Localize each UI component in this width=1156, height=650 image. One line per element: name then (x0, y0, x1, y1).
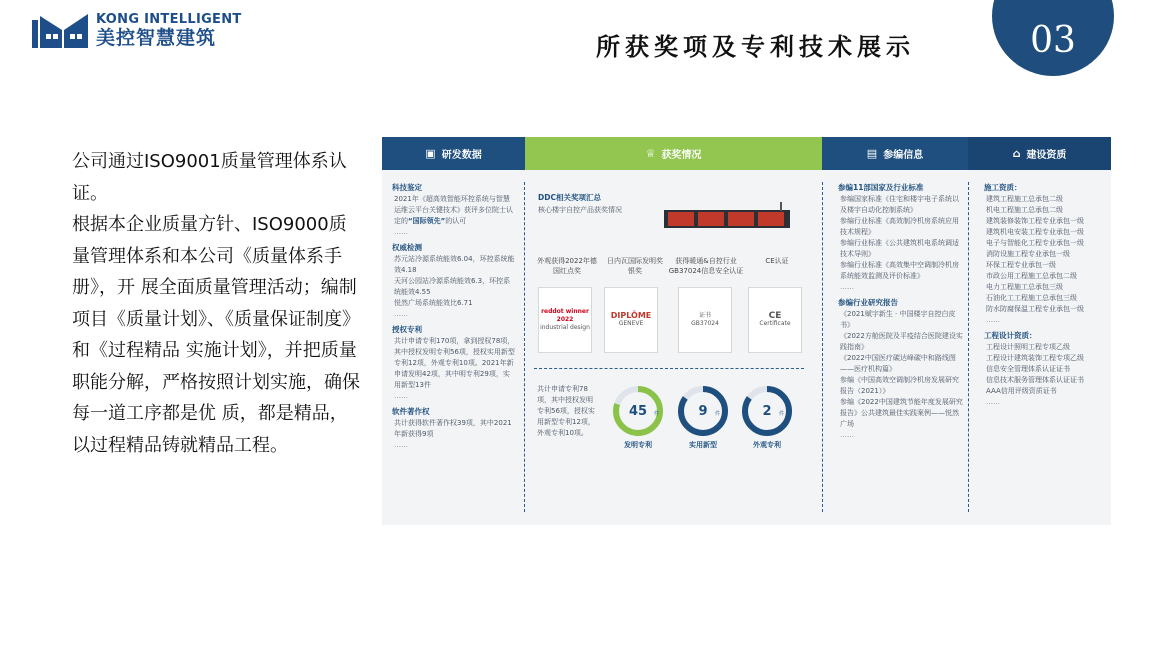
cert-text: GB37024 (691, 320, 719, 327)
reddot-certificate-image (538, 287, 592, 353)
section-heading: 施工资质： (984, 183, 1022, 192)
section-text: 信息技术服务管理体系认证证书 (986, 376, 1084, 384)
donut-unit: 件 (715, 411, 721, 417)
awards-subheading: 核心楼宇自控产品获奖情况 (538, 206, 622, 214)
section-text: 共计获得软件著作权39项，其中2021年新获得9项 (394, 419, 512, 438)
section-text: 市政公用工程施工总承包二级 (986, 272, 1077, 280)
document-icon: ▤ (866, 147, 878, 160)
section-heading: 授权专利 (392, 325, 422, 334)
section-text: 共计申请专利170项，拿到授权78项，其中授权发明专利56项，授权实用新型专利12项，外观专利10项。2021年新申请发明42项，其中明专利29项，实用新型13件 (394, 337, 515, 389)
section-heading: 工程设计资质： (984, 331, 1037, 340)
section-heading: 参编行业研究报告 (838, 298, 898, 307)
section-heading: 权威检测 (392, 243, 422, 252)
tab-label: 参编信息 (883, 150, 924, 161)
logo-english-name: KONG INTELLIGENT (96, 11, 242, 27)
section-text: 建筑装修装饰工程专业承包一级 (986, 217, 1084, 225)
section-text: 《2022中国医疗碳达峰碳中和路线图——医疗机构篇》 (840, 354, 956, 373)
cert-text: 证书 (698, 312, 711, 319)
cert-text: CE (768, 311, 782, 321)
page-title: 所获奖项及专利技术展示 (596, 33, 915, 61)
patent-summary-text: 共计申请专利78项，其中授权发明专利56项，授权实用新型专利12项，外观专利10项。 (537, 385, 595, 437)
qualification-column (984, 182, 1102, 408)
donut-utility-models (676, 384, 730, 438)
section-text: 参编《2022中国建筑节能年度发展研究报告》公共建筑最佳实践案例——悦然广场 (840, 398, 963, 428)
cert-text: DIPLÔME (610, 311, 652, 320)
tab-rd-data (382, 137, 525, 170)
section-text: 参编行业标准《公共建筑机电系统调适技术导则》 (840, 239, 959, 258)
section-text: AAA信用评级资质证书 (986, 387, 1057, 395)
section-heading: 参编11部国家及行业标准 (838, 183, 924, 192)
section-text: 参编国家标准《住宅和楼宇电子系统以及楼宇自动化控制系统》 (840, 195, 959, 214)
section-text: 天河公园站冷源系统能效6.3，环控系统能效4.55 (394, 277, 511, 296)
highlight-text: “国际领先” (408, 217, 446, 225)
tab-label: 研发数据 (441, 150, 482, 161)
section-text: 悦然广场系统能效比6.71 (394, 299, 473, 307)
donut-unit: 件 (779, 411, 785, 417)
page-number-badge (992, 0, 1114, 76)
rd-column (392, 182, 516, 451)
tab-label: 建设资质 (1026, 150, 1067, 161)
section-text: 《2021赋宇新生 · 中国楼宇自控白皮书》 (840, 310, 956, 329)
section-text: 电子与智能化工程专业承包一级 (986, 239, 1084, 247)
divider (534, 368, 804, 369)
section-text: 防水防腐保温工程专业承包一级 (986, 305, 1084, 313)
section-text: 参编《中国高效空调制冷机房发展研究报告（2021）》 (840, 376, 959, 395)
section-text: 工程设计照明工程专项乙级 (986, 343, 1070, 351)
ellipsis: …… (394, 228, 408, 236)
section-text: 环保工程专业承包一级 (986, 261, 1056, 269)
cert-text: industrial design (540, 324, 590, 331)
intro-text (72, 146, 364, 461)
section-text: 建筑工程施工总承包二级 (986, 195, 1063, 203)
intro-paragraph: 公司通过ISO9001质量管理体系认证。 (72, 151, 347, 204)
tab-participation (822, 137, 968, 170)
section-text (392, 194, 516, 227)
appraisal-tail: 的认可 (445, 217, 467, 225)
donut-design-patents (740, 384, 794, 438)
donut-label: 实用新型 (689, 441, 717, 449)
section-heading: 软件著作权 (392, 407, 430, 416)
section-text: 机电工程施工总承包二级 (986, 206, 1063, 214)
trophy-icon: ♕ (645, 147, 656, 160)
intro-paragraph: 根据本企业质量方针、ISO9000质量管理体系和本公司《质量体系手册》，开 展全面质量管理活动；编制项目《质量计划》、《质量保证制度》和《过程精品 实施计划》，并把质量职能分解，严格按照计划实施，确保每一道工序都是优 质，都是精品，以过程精品铸就精品工程。 (72, 214, 360, 456)
donut-label: 外观专利 (753, 441, 781, 449)
cert-text: reddot winner 2022 (541, 308, 589, 323)
tab-qualification (968, 137, 1111, 170)
ellipsis: …… (840, 283, 854, 291)
company-logo (32, 12, 242, 48)
geneva-diploma-image (604, 287, 658, 353)
achievements-panel (382, 137, 1111, 525)
award-label: 日内瓦国际发明奖银奖 (607, 257, 663, 275)
ddc-controller-image (664, 202, 790, 232)
section-heading: 科技鉴定 (392, 183, 422, 192)
award-label: 获得暖通&自控行业GB37024信息安全认证 (668, 257, 744, 275)
monitor-icon: ▣ (425, 147, 436, 160)
tab-awards (525, 137, 822, 170)
ce-certificate-image (748, 287, 802, 353)
divider (822, 182, 823, 512)
section-text: 电力工程施工总承包三级 (986, 283, 1063, 291)
award-label: 外观获得2022年德国红点奖 (537, 257, 597, 275)
logo-chinese-name: 美控智慧建筑 (96, 26, 217, 49)
section-text: 《2022方舱医院及平疫结合医院建设实践指南》 (840, 332, 963, 351)
section-text: 参编行业标准《高效集中空调制冷机房系统能效监测及评价标准》 (840, 261, 959, 280)
section-text: 石油化工工程施工总承包三级 (986, 294, 1077, 302)
ellipsis: …… (986, 398, 1000, 406)
donut-unit: 件 (654, 411, 660, 417)
page-number: 03 (1030, 20, 1076, 61)
section-text: 信息安全管理体系认证证书 (986, 365, 1070, 373)
divider (968, 182, 969, 512)
ellipsis: …… (840, 431, 854, 439)
participation-column (838, 182, 964, 441)
donut-value: 2 (762, 404, 772, 419)
section-text: 参编行业标准《高效制冷机房系统应用技术规程》 (840, 217, 959, 236)
section-text: 消防设施工程专业承包一级 (986, 250, 1070, 258)
appraisal-text: 2021年《超高效智能环控系统与智慧运维云平台关键技术》获评多位院士认定的 (394, 195, 513, 225)
section-text: 工程设计建筑装饰工程专项乙级 (986, 354, 1084, 362)
awards-heading: DDC相关奖项汇总 (538, 193, 601, 202)
section-text: 建筑机电安装工程专业承包一级 (986, 228, 1084, 236)
panel-header (382, 137, 1111, 170)
donut-value: 45 (628, 404, 648, 419)
donut-invention-patents (611, 384, 665, 438)
cert-text: GENEVE (618, 320, 644, 327)
donut-value: 9 (698, 404, 708, 419)
ellipsis: …… (986, 316, 1000, 324)
tab-label: 获奖情况 (661, 150, 702, 161)
logo-mark-icon (32, 12, 90, 48)
divider (524, 182, 525, 512)
building-icon: ⌂ (1012, 147, 1021, 160)
ellipsis: …… (394, 310, 408, 318)
donut-label: 发明专利 (624, 441, 652, 449)
cert-text: Certificate (759, 320, 791, 327)
ellipsis: …… (394, 392, 408, 400)
section-text: 苏元站冷源系统能效6.04，环控系统能效4.18 (394, 255, 515, 274)
ellipsis: …… (394, 441, 408, 449)
gb37024-certificate-image (678, 287, 732, 353)
award-label: CE认证 (765, 257, 789, 265)
